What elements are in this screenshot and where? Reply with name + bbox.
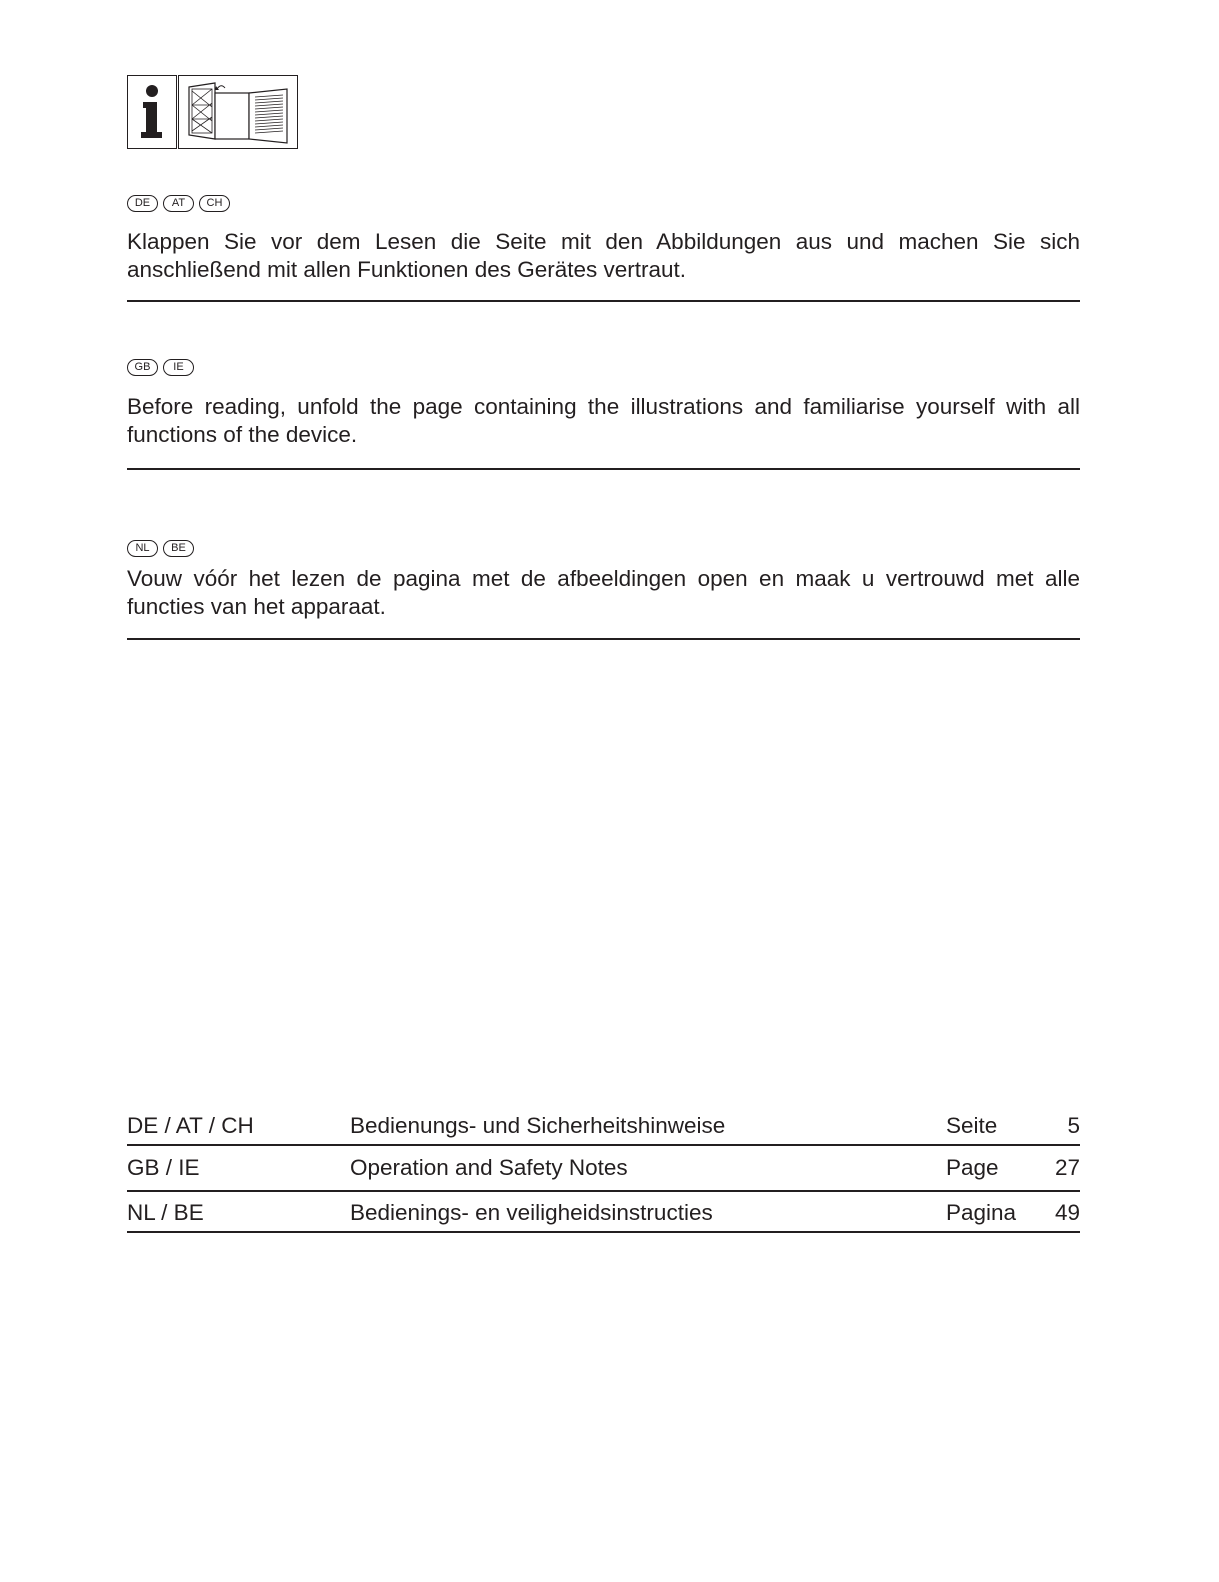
section-gb-ie <box>127 357 1080 449</box>
toc-title: Bedienings- en veiligheidsinstructies <box>350 1200 713 1225</box>
country-badge-gb: GB <box>127 359 158 376</box>
header-icon-block <box>127 75 298 149</box>
country-badge-be: BE <box>163 540 194 557</box>
toc-row[interactable] <box>127 1146 1080 1192</box>
country-badge-at: AT <box>163 195 194 212</box>
country-badges <box>127 193 1080 213</box>
toc-region: DE / AT / CH <box>127 1113 254 1138</box>
country-badge-ie: IE <box>163 359 194 376</box>
section-de-at-ch <box>127 193 1080 284</box>
country-badges <box>127 538 1080 558</box>
country-badge-nl: NL <box>127 540 158 557</box>
divider <box>127 468 1080 470</box>
toc-page-label: Seite <box>946 1113 998 1138</box>
country-badge-de: DE <box>127 195 158 212</box>
toc-region: GB / IE <box>127 1155 200 1180</box>
instruction-text-de: Klappen Sie vor dem Lesen die Seite mit den Abbildungen aus und machen Sie sich anschließend mit allen Funktionen des Gerätes vertraut. <box>127 229 1080 282</box>
toc-page-number: 49 <box>1054 1200 1080 1225</box>
divider <box>127 300 1080 302</box>
section-nl-be <box>127 538 1080 621</box>
toc-region: NL / BE <box>127 1200 204 1225</box>
country-badges <box>127 357 1080 377</box>
info-icon <box>127 75 177 149</box>
country-badge-ch: CH <box>199 195 230 212</box>
toc-title: Operation and Safety Notes <box>350 1155 628 1180</box>
toc-page-label: Pagina <box>946 1200 1017 1225</box>
instruction-text-gb: Before reading, unfold the page containing the illustrations and familiarise yourself with all functions of the device. <box>127 394 1080 447</box>
toc-page-label: Page <box>946 1155 999 1180</box>
toc-page-number: 27 <box>1054 1155 1080 1180</box>
toc-row[interactable] <box>127 1105 1080 1146</box>
toc-page-number: 5 <box>1067 1113 1080 1138</box>
fold-out-page-icon <box>178 75 298 149</box>
table-of-contents <box>127 1105 1080 1233</box>
toc-title: Bedienungs- und Sicherheitshinweise <box>350 1113 726 1138</box>
divider <box>127 638 1080 640</box>
instruction-text-nl: Vouw vóór het lezen de pagina met de afbeeldingen open en maak u vertrouwd met alle functies van het apparaat. <box>127 566 1080 619</box>
toc-row[interactable] <box>127 1192 1080 1233</box>
